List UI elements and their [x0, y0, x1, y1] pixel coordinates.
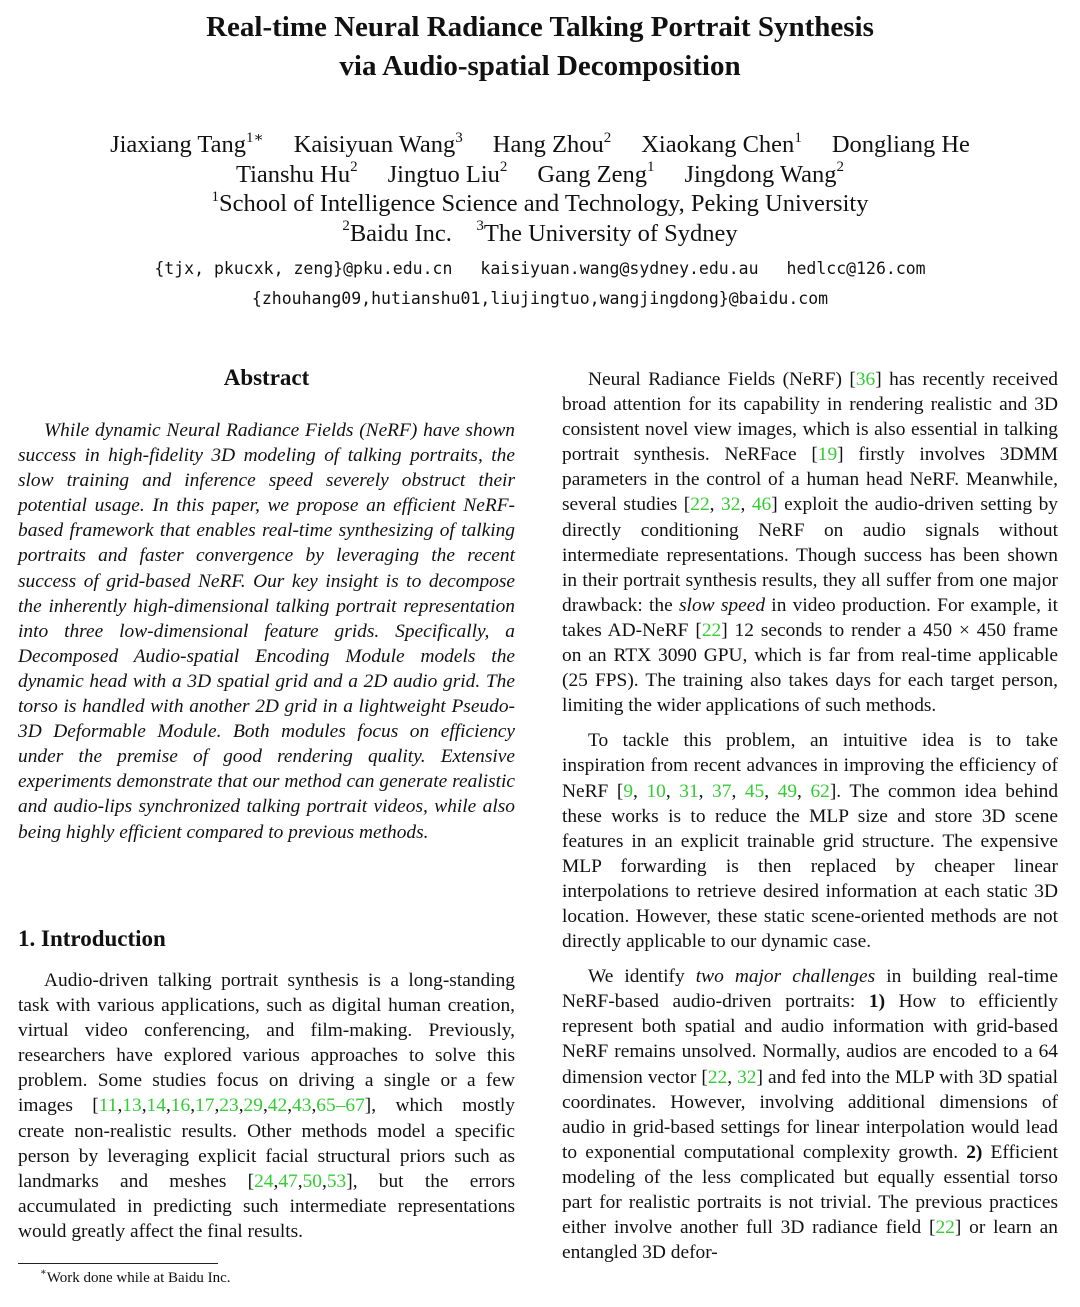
text-run: , [797, 780, 811, 802]
citation-link[interactable]: 53 [326, 1170, 347, 1192]
emphasis-text: slow speed [679, 594, 766, 616]
text-run: Efficient modeling of the less complicated but equally essential torso part for realistic portraits is not trivial. The previous practices either involve another full 3D radiance field [ [562, 1141, 1058, 1239]
footnote-divider [18, 1263, 218, 1264]
text-run: How to efficiently represent both spatial and audio information with grid-based NeRF remains unsolved. Normally, audios are encoded to a 64 dimension vector [ [562, 991, 1058, 1088]
text-run: , [238, 1095, 244, 1117]
text-run: in building real-time NeRF-based audio-driven portraits: [562, 966, 1058, 1013]
email-sydney: kaisiyuan.wang@sydney.edu.au [480, 259, 759, 278]
bold-text: 2) [966, 1141, 983, 1163]
email-line-2 [0, 284, 1080, 314]
citation-link[interactable]: 47 [278, 1170, 298, 1192]
left-column [18, 362, 515, 845]
text-run: , [141, 1095, 147, 1117]
author-line-1 [0, 130, 1080, 160]
text-run: ], which mostly create non-realistic results. Other methods model a specific person by leveraging explicit facial structural priors such as landmarks and meshes [ [18, 1095, 516, 1192]
affiliation-line-2: $^2$Baidu Inc. $^3$The University of Sydney [342, 218, 738, 247]
text-run: , [273, 1170, 279, 1192]
author: Jiaxiang Tang$^{1∗}$ [110, 129, 264, 158]
email-baidu: {zhouhang09,hutianshu01,liujingtuo,wangjingdong}@baidu.com [251, 288, 829, 308]
text-run: ] and fed into the MLP with 3D spatial coordinates. However, involving additional dimensions of audio in grid-based settings for linear interpolation would lead to exponential computational complexity growth. [562, 1066, 1058, 1163]
right-column [562, 367, 1058, 1275]
text-run: , [321, 1170, 327, 1192]
citation-link[interactable]: 36 [855, 369, 876, 390]
email-pku: {tjx, pkucxk, zeng}@pku.edu.cn [154, 259, 453, 278]
affiliation-line-1: $^1$School of Intelligence Science and Technology, Peking University [211, 188, 869, 217]
text-run: , [740, 494, 752, 516]
footnote-mark: ∗ [40, 1267, 47, 1278]
citation-link[interactable]: 42 [267, 1095, 288, 1117]
author: Jingdong Wang$^2$ [684, 159, 845, 188]
citation-link[interactable]: 24 [254, 1170, 274, 1192]
text-run: , [633, 780, 647, 802]
author: Jingtuo Liu$^2$ [387, 159, 508, 188]
text-run: , [287, 1095, 293, 1117]
text-run: ]. The common idea behind these works is to reduce the MLP size and store 3D scene features in an explicit trainable grid structure. The expensive MLP forwarding is then replaced by cheaper linear interpolations to retrieve desired information at each static 3D location. However, these static scene-oriented methods are not directly applicable to our dynamic case. [562, 780, 1059, 953]
citation-link[interactable]: 31 [679, 780, 699, 802]
author: Gang Zeng$^1$ [537, 159, 655, 188]
citation-link[interactable]: 22 [701, 619, 722, 641]
citation-link[interactable]: 22 [690, 494, 710, 516]
citation-link[interactable]: 43 [292, 1095, 312, 1117]
text-run: , [731, 780, 745, 802]
citation-link[interactable]: 19 [817, 444, 838, 466]
text-run: in video production. For example, it takes AD-NeRF [ [562, 594, 1058, 641]
intro-paragraph-1 [18, 968, 515, 1244]
text-run: , [117, 1095, 123, 1117]
author: Tianshu Hu$^2$ [235, 159, 358, 188]
emphasis-text: two major challenges [695, 966, 876, 988]
citation-link[interactable]: 22 [707, 1066, 728, 1088]
citation-link[interactable]: 16 [170, 1095, 191, 1117]
footnote-text: Work done while at Baidu Inc. [46, 1270, 231, 1286]
text-run: ] has recently received broad attention for its capability in rendering realistic and 3D consistent novel view images, which is also essential in talking portrait synthesis. NeRFace [ [562, 369, 1058, 466]
citation-link[interactable]: 46 [751, 494, 772, 516]
citation-link[interactable]: 45 [744, 780, 765, 802]
text-run: Neural Radiance Fields (NeRF) [ [588, 369, 856, 390]
text-run: , [764, 780, 778, 802]
introduction-left [18, 968, 515, 1244]
author-line-2 [0, 160, 1080, 190]
citation-link[interactable]: 62 [810, 780, 830, 802]
intro-paragraph-3 [562, 728, 1058, 954]
title-line-2: via Audio-spatial Decomposition [339, 50, 741, 82]
citation-link[interactable]: 37 [712, 780, 732, 802]
text-run: , [727, 1066, 738, 1088]
author: Kaisiyuan Wang$^3$ [293, 129, 463, 158]
intro-paragraph-4 [562, 964, 1058, 1265]
text-run: , [214, 1095, 220, 1117]
email-he: hedlcc@126.com [786, 259, 926, 278]
citation-link[interactable]: 11 [98, 1095, 118, 1117]
text-run: , [311, 1095, 317, 1117]
text-run: , [165, 1095, 171, 1117]
text-run: , [709, 494, 722, 516]
citation-link[interactable]: 22 [935, 1217, 955, 1239]
text-run: , [698, 780, 713, 802]
introduction-heading: 1. Introduction [18, 926, 166, 951]
author: Dongliang He [831, 131, 970, 158]
text-run: ] or learn an entangled 3D defor- [562, 1217, 1058, 1264]
text-run: , [297, 1170, 303, 1192]
text-run: , [190, 1095, 196, 1117]
text-run: Audio-driven talking portrait synthesis is a long-standing task with various applications, such as digital human creation, virtual video conferencing, and film-making. Previously, researchers have explored various approaches to solve this problem. Some studies focus on driving a single or a few images [ [18, 970, 515, 1117]
footnote [40, 1268, 231, 1288]
abstract-text: While dynamic Neural Radiance Fields (NeRF) have shown success in high-fidelity 3D modeling of talking portraits, the slow training and inference speed severely obstruct their potential usage. In this paper, we propose an efficient NeRF-based framework that enables real-time synthesizing of talking portraits and faster convergence by leveraging the recent success of grid-based NeRF. Our key insight is to decompose the inherently high-dimensional talking portrait representation into three low-dimensional feature grids. Specifically, a Decomposed Audio-spatial Encoding Module models the dynamic head with a 3D spatial grid and a 2D audio grid. The torso is handled with another 2D grid in a lightweight Pseudo-3D Deformable Module. Both modules focus on efficiency under the premise of good rendering quality. Extensive experiments demonstrate that our method can generate realistic and audio-lips synchronized talking portrait videos, while also being highly efficient compared to previous methods. [18, 420, 515, 843]
text-run: ] firstly involves 3DMM parameters in the control of a human head NeRF. Meanwhile, several studies [ [562, 444, 1058, 516]
author-block [0, 130, 1080, 248]
citation-link[interactable]: 10 [646, 780, 666, 802]
citation-link[interactable]: 9 [623, 780, 634, 802]
citation-link[interactable]: 17 [195, 1095, 215, 1117]
text-run: We identify [588, 966, 696, 988]
paper-title [0, 8, 1080, 86]
title-line-1: Real-time Neural Radiance Talking Portrait Synthesis [206, 11, 874, 43]
text-run: , [665, 780, 680, 802]
citation-link[interactable]: 65–67 [316, 1095, 365, 1117]
text-run: ] 12 seconds to render a 450 × 450 frame on an RTX 3090 GPU, which is far from real-time applicable (25 FPS). The training also takes days for each target person, limiting the wider applications of such methods. [562, 619, 1058, 717]
email-line-1 [0, 254, 1080, 284]
citation-link[interactable]: 49 [777, 780, 798, 802]
text-run: To tackle this problem, an intuitive idea is to take inspiration from recent advances in improving the efficiency of NeRF [ [562, 730, 1058, 802]
citation-link[interactable]: 32 [721, 494, 741, 516]
author: Xiaokang Chen$^1$ [641, 129, 802, 158]
citation-link[interactable]: 14 [146, 1095, 166, 1117]
citation-link[interactable]: 23 [219, 1095, 239, 1117]
abstract-heading: Abstract [223, 365, 310, 390]
citation-link[interactable]: 13 [122, 1095, 142, 1117]
author: Hang Zhou$^2$ [492, 129, 612, 158]
citation-link[interactable]: 32 [737, 1066, 757, 1088]
intro-paragraph-2 [562, 367, 1058, 718]
text-run: , [262, 1095, 268, 1117]
citation-link[interactable]: 50 [302, 1170, 322, 1192]
text-run: ], but the errors accumulated in predicting such intermediate representations would greatly affect the final results. [18, 1170, 515, 1242]
email-block [0, 254, 1080, 313]
citation-link[interactable]: 29 [243, 1095, 263, 1117]
text-run: ] exploit the audio-driven setting by directly conditioning NeRF on audio signals without intermediate representations. Though success has been shown in their portrait synthesis results, they all suffer from one major drawback: the [562, 494, 1058, 616]
bold-text: 1) [868, 991, 886, 1013]
